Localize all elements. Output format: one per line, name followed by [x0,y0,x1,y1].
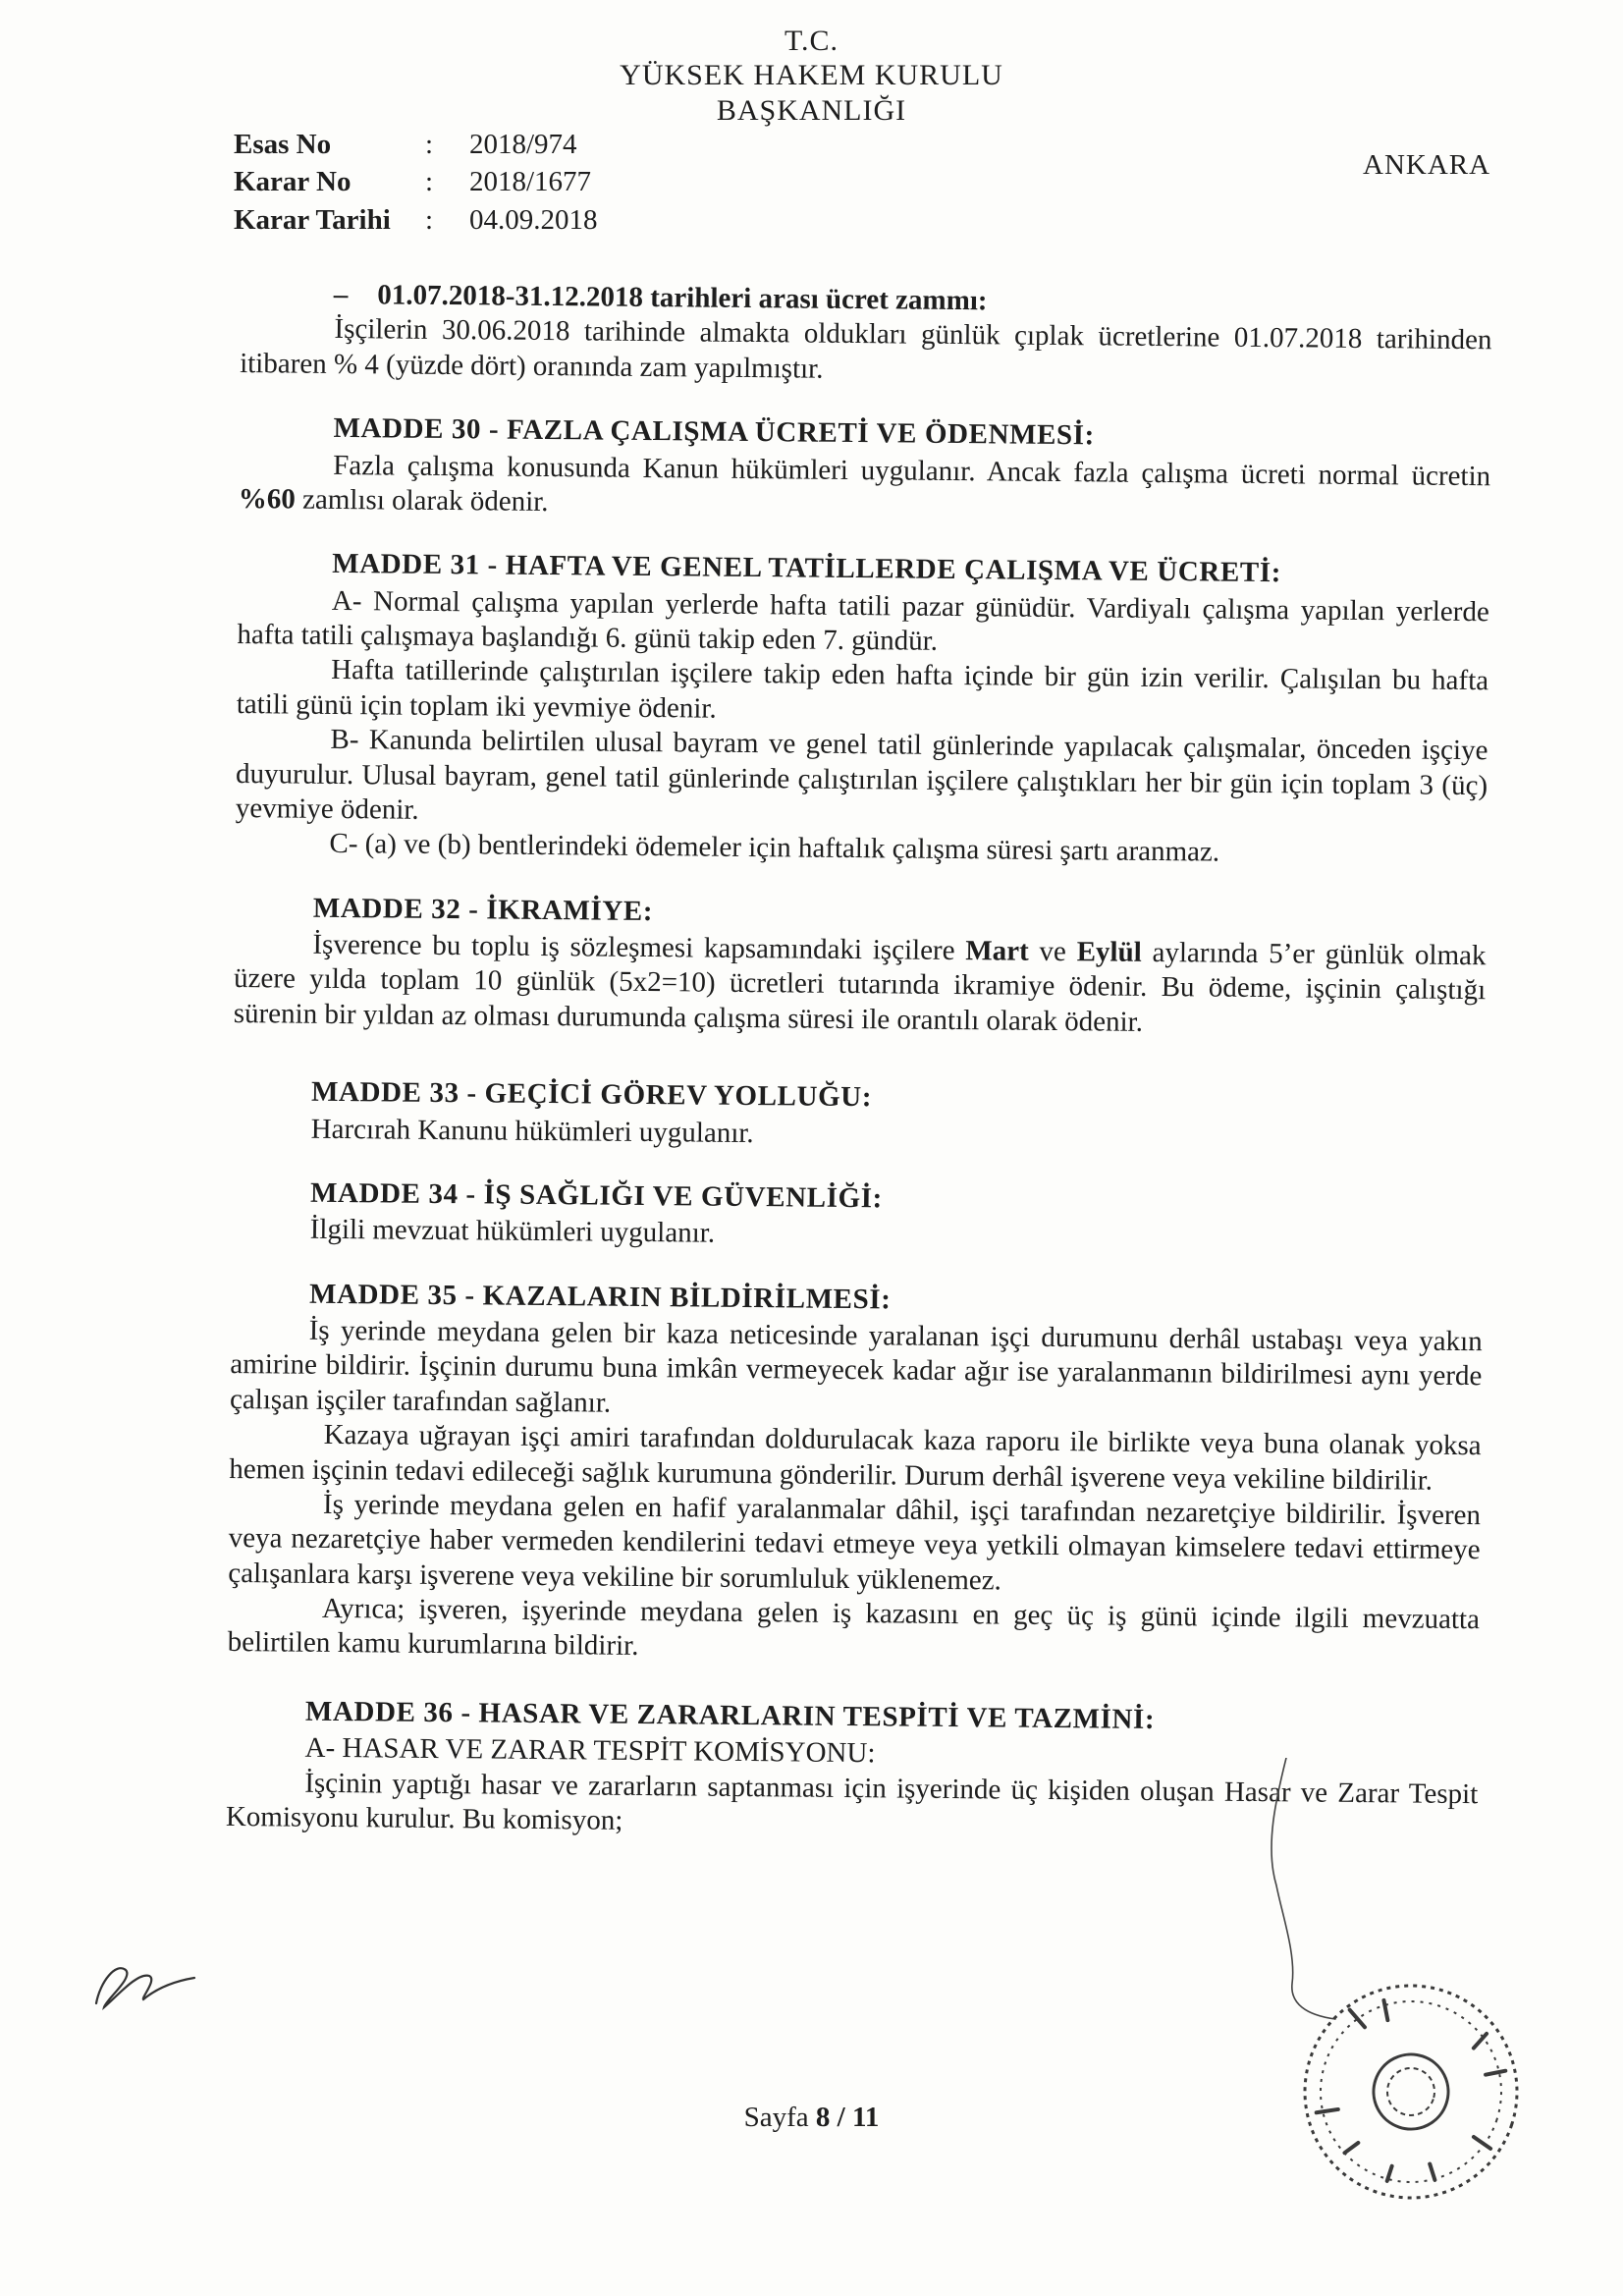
tarih-separator: : [425,203,434,236]
document-body [226,277,1492,1846]
article-31-para-c: C- (a) ve (b) bentlerindeki ödemeler için haftalık çalışma süresi şartı aranmaz. [329,828,1220,868]
article-34-text: İlgili mevzuat hükümleri uygulanır. [309,1213,716,1249]
article-35-para-2: Kazaya uğrayan işçi amiri tarafından doldurulacak kaza raporu ile birlikte veya buna olanak yoksa hemen işçinin tedavi edileceği sağlık kurumuna gönderilir. Durum derhâl işverene veya vekiline bildirilir. [229,1418,1482,1497]
article-36-subtitle: A- HASAR VE ZARAR TESPİT KOMİSYONU: [304,1731,876,1770]
article-30-text [239,447,1491,528]
article-34 [232,1175,1485,1259]
esas-row [234,126,598,163]
intro-dash: – [333,278,349,311]
article-35 [227,1277,1483,1672]
article-35-title: MADDE 35 - KAZALARIN BİLDİRİLMESİ: [308,1278,892,1316]
tarih-row [234,201,598,239]
article-33-text: Harcırah Kanunu hükümleri uygulanır. [310,1113,754,1149]
article-32 [234,891,1487,1044]
article-32-text-2: ve [1039,935,1067,968]
article-30-text-a: Fazla çalışma konusunda Kanun hükümleri uygulanır. Ancak fazla çalışma ücreti normal ücretin [333,449,1491,492]
current-page-number: 8 [815,2102,831,2133]
article-30 [239,410,1491,528]
article-36-text: İşçinin yaptığı hasar ve zararların saptanması için işyerinde üç kişiden oluşan Hasar ve Zarar Tespit Komisyonu kurulur. Bu komisyon; [225,1767,1479,1836]
header-line-tc: T.C. [784,25,839,57]
intro-section [240,277,1492,393]
article-33-title: MADDE 33 - GEÇİCİ GÖREV YOLLUĞU: [310,1075,873,1114]
city-label: ANKARA [1363,149,1491,181]
article-31-title: MADDE 31 - HAFTA VE GENEL TATİLLERDE ÇALIŞMA VE ÜCRETİ: [332,548,1282,589]
karar-separator: : [425,166,434,198]
tarih-label: Karar Tarihi [234,203,391,236]
article-33 [233,1074,1486,1158]
article-31-para-a: A- Normal çalışma yapılan yerlerde hafta tatili pazar günüdür. Vardiyalı çalışma yapılan yerlerde hafta tatili çalışmaya başlandığı 6. günü takip eden 7. gündür. [237,584,1489,657]
article-32-month-march: Mart [965,935,1029,967]
intro-title: 01.07.2018-31.12.2018 tarihleri arası ücret zammı: [377,279,988,317]
page-number-prefix: Sayfa [743,2102,809,2133]
document-header [0,24,1623,128]
article-34-title: MADDE 34 - İŞ SAĞLIĞI VE GÜVENLİĞİ: [309,1176,884,1215]
article-30-rate: %60 [238,482,296,516]
article-35-para-1: İş yerinde meydana gelen bir kaza neticesinde yaralanan işçi durumunu derhâl ustabaşı veya yakın amirine bildirir. İşçinin durumu buna imkân vermeyecek kadar ağır ise yaralanmanın bildirilmesi aynı yerde çalışan işçiler tarafından sağlanır. [229,1314,1483,1419]
header-line-institution: YÜKSEK HAKEM KURULU [620,59,1003,92]
karar-row [234,163,598,200]
article-32-text-1: İşverence bu toplu iş sözleşmesi kapsamındaki işçilere [312,928,955,967]
article-31-para-b: B- Kanunda belirtilen ulusal bayram ve genel tatil günlerinde yapılacak çalışmalar, önceden işçiye duyurulur. Ulusal bayram, genel tatil günlerinde çalıştırılan işçilere çalıştıkları her bir gün için toplam 3 (üç) yevmiye ödenir. [235,724,1488,826]
article-35-para-3: İş yerinde meydana gelen en hafif yaralanmalar dâhil, işçi tarafından nezaretçiye bildirilir. İşveren veya nezaretçiye haber vermeden kendilerini tedavi etmeye veya yetkili olmayan kimselere tedavi ettirmeye çalışanlara karşı işverene veya vekiline bir sorumluluk yüklenemez. [228,1488,1482,1597]
article-30-title: MADDE 30 - FAZLA ÇALIŞMA ÜCRETİ VE ÖDENMESİ: [333,412,1096,452]
esas-label: Esas No [234,129,332,160]
esas-separator: : [425,129,434,160]
esas-value: 2018/974 [469,129,577,160]
case-info [234,126,598,239]
article-32-text [234,927,1487,1043]
article-30-text-c: zamlısı olarak ödenir. [301,483,549,518]
article-32-title: MADDE 32 - İKRAMİYE: [312,892,654,927]
article-36-title: MADDE 36 - HASAR VE ZARARLARIN TESPİTİ VE TAZMİNİ: [304,1695,1156,1735]
handwritten-initials [86,1942,204,2021]
article-31 [235,546,1489,873]
header-line-presidency: BAŞKANLIĞI [716,93,907,127]
karar-value: 2018/1677 [469,166,592,198]
tarih-value: 04.09.2018 [469,203,598,236]
article-32-month-september: Eylül [1076,936,1142,968]
intro-text: İşçilerin 30.06.2018 tarihinde almakta oldukları günlük çıplak ücretlerine 01.07.2018 tarihinden itibaren % 4 (yüzde dört) oranında zam yapılmıştır. [240,313,1492,385]
official-stamp [1269,1974,1553,2210]
article-35-para-4: Ayrıca; işveren, işyerinde meydana gelen iş kazasını en geç üç iş günü içinde ilgili mevzuatta belirtilen kamu kurumlarına bildirir. [227,1592,1481,1663]
article-32-text-3: aylarında 5’er günlük olmak üzere yılda toplam 10 günlük (5x2=10) ücretleri tutarında ikramiye ödenir. Bu ödeme, işçinin çalıştığı sürenin bir yıldan az olması durumunda çalışma süresi ile orantılı olarak ödenir. [233,936,1487,1038]
total-page-count: 11 [851,2102,880,2133]
article-31-para-holiday: Hafta tatillerinde çalıştırılan işçilere takip eden hafta içinde bir gün izin verilir. Çalışılan bu hafta tatili günü için toplam iki yevmiye ödenir. [236,654,1489,725]
karar-label: Karar No [234,166,352,198]
page-number-slash: / [837,2102,845,2133]
